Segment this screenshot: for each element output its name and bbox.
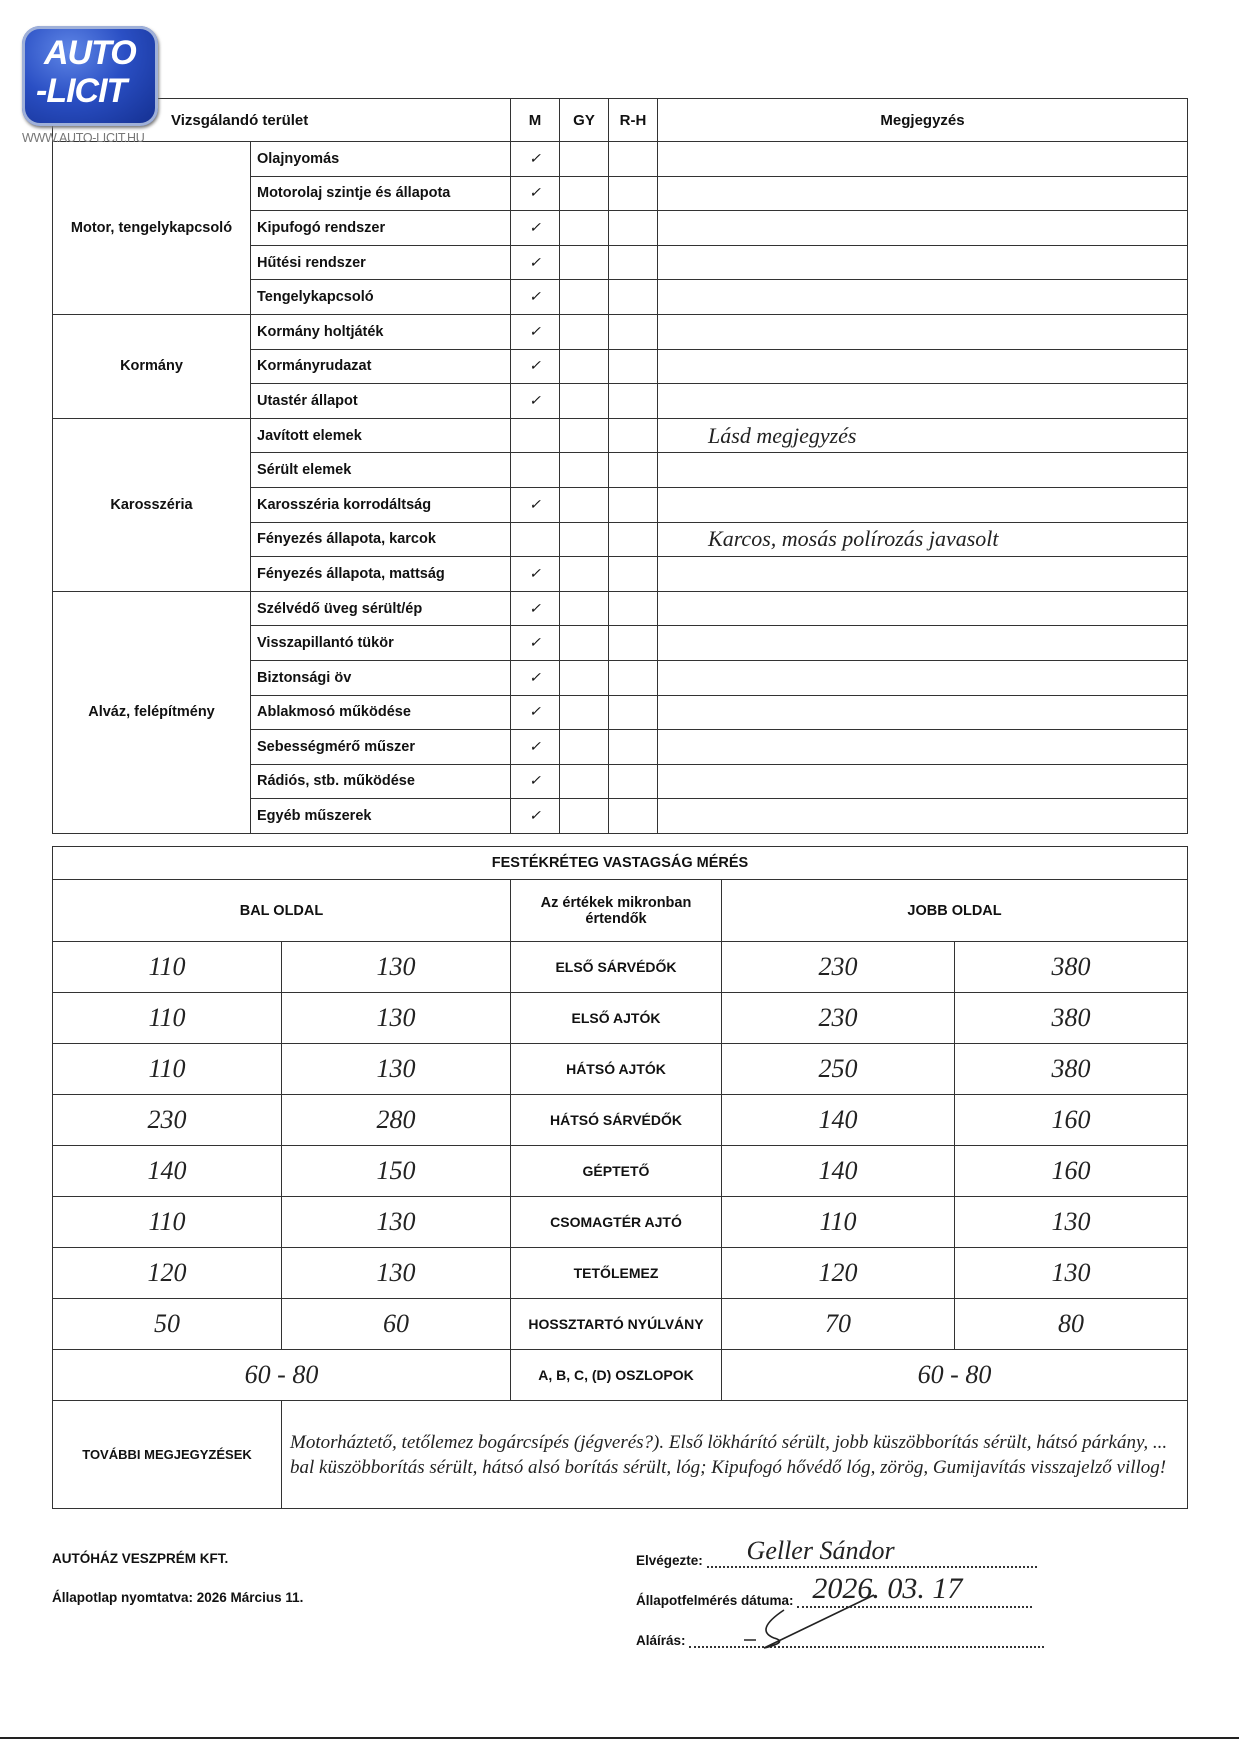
rh-check-cell[interactable] <box>609 211 658 246</box>
note-cell[interactable] <box>658 660 1188 695</box>
paint-row <box>53 993 1188 1044</box>
rh-check-cell[interactable] <box>609 453 658 488</box>
item-label: Fényezés állapota, karcok <box>251 522 511 557</box>
left-side-header: BAL OLDAL <box>53 880 511 942</box>
area-group-label: Kormány <box>53 314 251 418</box>
company-name: AUTÓHÁZ VESZPRÉM KFT. <box>52 1551 229 1566</box>
signature-mark <box>744 1590 884 1650</box>
logo-url: WWW.AUTO-LICIT.HU <box>22 131 145 145</box>
left-value-2: 130 <box>282 993 511 1044</box>
gy-check-cell[interactable] <box>560 591 609 626</box>
gy-check-cell[interactable] <box>560 799 609 834</box>
header-gy: GY <box>560 99 609 142</box>
item-label: Kormányrudazat <box>251 349 511 384</box>
item-label: Utastér állapot <box>251 384 511 419</box>
rh-check-cell[interactable] <box>609 280 658 315</box>
pillars-right-value: 60 - 80 <box>722 1350 1188 1401</box>
m-check-cell[interactable]: ✓ <box>511 591 560 626</box>
rh-check-cell[interactable] <box>609 384 658 419</box>
rh-check-cell[interactable] <box>609 626 658 661</box>
item-label: Karosszéria korrodáltság <box>251 487 511 522</box>
gy-check-cell[interactable] <box>560 453 609 488</box>
gy-check-cell[interactable] <box>560 695 609 730</box>
gy-check-cell[interactable] <box>560 730 609 765</box>
rh-check-cell[interactable] <box>609 591 658 626</box>
m-check-cell[interactable]: ✓ <box>511 799 560 834</box>
rh-check-cell[interactable] <box>609 764 658 799</box>
right-value-1: 110 <box>722 1197 955 1248</box>
m-check-cell[interactable]: ✓ <box>511 245 560 280</box>
rh-check-cell[interactable] <box>609 522 658 557</box>
m-check-cell[interactable]: ✓ <box>511 211 560 246</box>
note-cell[interactable] <box>658 314 1188 349</box>
item-label: Kipufogó rendszer <box>251 211 511 246</box>
paint-row <box>53 1197 1188 1248</box>
gy-check-cell[interactable] <box>560 384 609 419</box>
panel-label: HÁTSÓ SÁRVÉDŐK <box>511 1095 722 1146</box>
inspection-row <box>53 591 1188 626</box>
m-check-cell[interactable] <box>511 453 560 488</box>
m-check-cell[interactable]: ✓ <box>511 730 560 765</box>
inspection-row <box>53 142 1188 177</box>
left-value-2: 60 <box>282 1299 511 1350</box>
item-label: Visszapillantó tükör <box>251 626 511 661</box>
left-value-1: 140 <box>53 1146 282 1197</box>
panel-label: ELSŐ SÁRVÉDŐK <box>511 942 722 993</box>
right-value-1: 230 <box>722 993 955 1044</box>
note-cell[interactable] <box>658 730 1188 765</box>
m-check-cell[interactable]: ✓ <box>511 280 560 315</box>
note-cell[interactable] <box>658 695 1188 730</box>
area-group-label: Karosszéria <box>53 418 251 591</box>
item-label: Kormány holtjáték <box>251 314 511 349</box>
signature-label: Aláírás: <box>636 1633 686 1648</box>
gy-check-cell[interactable] <box>560 280 609 315</box>
inspection-table <box>52 98 1188 834</box>
item-label: Egyéb műszerek <box>251 799 511 834</box>
left-value-1: 110 <box>53 1044 282 1095</box>
left-value-2: 130 <box>282 1044 511 1095</box>
done-by-field <box>636 1536 1037 1568</box>
right-value-2: 380 <box>955 993 1188 1044</box>
pillars-left-value: 60 - 80 <box>53 1350 511 1401</box>
rh-check-cell[interactable] <box>609 660 658 695</box>
gy-check-cell[interactable] <box>560 557 609 592</box>
right-value-1: 120 <box>722 1248 955 1299</box>
m-check-cell[interactable]: ✓ <box>511 384 560 419</box>
note-cell[interactable] <box>658 557 1188 592</box>
right-value-2: 380 <box>955 1044 1188 1095</box>
note-cell[interactable] <box>658 384 1188 419</box>
right-side-header: JOBB OLDAL <box>722 880 1188 942</box>
m-check-cell[interactable]: ✓ <box>511 314 560 349</box>
gy-check-cell[interactable] <box>560 314 609 349</box>
item-label: Biztonsági öv <box>251 660 511 695</box>
paint-thickness-table <box>52 846 1188 1509</box>
rh-check-cell[interactable] <box>609 730 658 765</box>
note-cell[interactable] <box>658 799 1188 834</box>
paint-row <box>53 1044 1188 1095</box>
remarks-label: TOVÁBBI MEGJEGYZÉSEK <box>53 1401 282 1509</box>
note-cell[interactable] <box>658 453 1188 488</box>
right-value-2: 130 <box>955 1248 1188 1299</box>
rh-check-cell[interactable] <box>609 487 658 522</box>
panel-label: ELSŐ AJTÓK <box>511 993 722 1044</box>
gy-check-cell[interactable] <box>560 764 609 799</box>
right-value-1: 70 <box>722 1299 955 1350</box>
date-label: Állapotfelmérés dátuma: <box>636 1593 794 1608</box>
inspection-row <box>53 418 1188 453</box>
item-label: Hűtési rendszer <box>251 245 511 280</box>
m-check-cell[interactable]: ✓ <box>511 695 560 730</box>
left-value-1: 110 <box>53 942 282 993</box>
left-value-1: 230 <box>53 1095 282 1146</box>
panel-label: TETŐLEMEZ <box>511 1248 722 1299</box>
header-area: Vizsgálandó terület <box>53 99 511 142</box>
rh-check-cell[interactable] <box>609 349 658 384</box>
item-label: Szélvédő üveg sérült/ép <box>251 591 511 626</box>
remarks-text[interactable]: Motorháztető, tetőlemez bogárcsípés (jégverés?). Első lökhárító sérült, jobb küszöbborítás sérült, hátsó párkány, ... bal küszöbborítás sérült, hátsó alsó borítás sérült, lóg; Kipufogó hővédő lóg, zörög, Gumijavítás visszajelző villog! <box>282 1401 1188 1509</box>
header-notes: Megjegyzés <box>658 99 1188 142</box>
left-value-1: 110 <box>53 1197 282 1248</box>
m-check-cell[interactable]: ✓ <box>511 557 560 592</box>
item-label: Fényezés állapota, mattság <box>251 557 511 592</box>
note-cell[interactable] <box>658 211 1188 246</box>
paint-row <box>53 1248 1188 1299</box>
header-rh: R-H <box>609 99 658 142</box>
panel-label: HOSSZTARTÓ NYÚLVÁNY <box>511 1299 722 1350</box>
m-check-cell[interactable] <box>511 418 560 453</box>
rh-check-cell[interactable] <box>609 314 658 349</box>
paint-row <box>53 1146 1188 1197</box>
left-value-2: 130 <box>282 1248 511 1299</box>
m-check-cell[interactable]: ✓ <box>511 176 560 211</box>
gy-check-cell[interactable] <box>560 245 609 280</box>
area-group-label: Motor, tengelykapcsoló <box>53 142 251 315</box>
done-by-value: Geller Sándor <box>746 1536 895 1565</box>
area-group-label: Alváz, felépítmény <box>53 591 251 833</box>
pillars-label: A, B, C, (D) OSZLOPOK <box>511 1350 722 1401</box>
note-cell[interactable] <box>658 280 1188 315</box>
gy-check-cell[interactable] <box>560 626 609 661</box>
panel-label: CSOMAGTÉR AJTÓ <box>511 1197 722 1248</box>
note-cell[interactable] <box>658 245 1188 280</box>
logo-line2: -LICIT <box>36 72 127 110</box>
rh-check-cell[interactable] <box>609 418 658 453</box>
note-cell[interactable] <box>658 142 1188 177</box>
note-cell[interactable] <box>658 176 1188 211</box>
m-check-cell[interactable]: ✓ <box>511 626 560 661</box>
rh-check-cell[interactable] <box>609 557 658 592</box>
right-value-1: 230 <box>722 942 955 993</box>
left-value-2: 130 <box>282 1197 511 1248</box>
pillars-row <box>53 1350 1188 1401</box>
done-by-label: Elvégezte: <box>636 1553 703 1568</box>
note-cell[interactable] <box>658 591 1188 626</box>
item-label: Rádiós, stb. működése <box>251 764 511 799</box>
inspection-header-row <box>53 99 1188 142</box>
panel-label: HÁTSÓ AJTÓK <box>511 1044 722 1095</box>
item-label: Javított elemek <box>251 418 511 453</box>
left-value-2: 150 <box>282 1146 511 1197</box>
note-cell[interactable] <box>658 764 1188 799</box>
item-label: Motorolaj szintje és állapota <box>251 176 511 211</box>
gy-check-cell[interactable] <box>560 487 609 522</box>
gy-check-cell[interactable] <box>560 211 609 246</box>
rh-check-cell[interactable] <box>609 142 658 177</box>
paint-title: FESTÉKRÉTEG VASTAGSÁG MÉRÉS <box>53 847 1188 880</box>
item-label: Sérült elemek <box>251 453 511 488</box>
signature-field <box>636 1632 1044 1648</box>
unit-note: Az értékek mikronban értendők <box>511 880 722 942</box>
printed-date: Állapotlap nyomtatva: 2026 Március 11. <box>52 1590 304 1605</box>
right-value-1: 140 <box>722 1095 955 1146</box>
header-m: M <box>511 99 560 142</box>
note-cell[interactable]: Karcos, mosás polírozás javasolt <box>658 522 1188 557</box>
right-value-2: 80 <box>955 1299 1188 1350</box>
note-cell[interactable]: Lásd megjegyzés <box>658 418 1188 453</box>
note-cell[interactable] <box>658 349 1188 384</box>
inspection-row <box>53 314 1188 349</box>
m-check-cell[interactable] <box>511 522 560 557</box>
paint-row <box>53 1095 1188 1146</box>
remarks-row <box>53 1401 1188 1509</box>
left-value-2: 280 <box>282 1095 511 1146</box>
right-value-1: 140 <box>722 1146 955 1197</box>
gy-check-cell[interactable] <box>560 176 609 211</box>
page-bottom-rule <box>0 1737 1239 1739</box>
rh-check-cell[interactable] <box>609 176 658 211</box>
note-cell[interactable] <box>658 487 1188 522</box>
right-value-1: 250 <box>722 1044 955 1095</box>
left-value-1: 120 <box>53 1248 282 1299</box>
note-cell[interactable] <box>658 626 1188 661</box>
auto-licit-logo <box>22 26 158 126</box>
m-check-cell[interactable]: ✓ <box>511 487 560 522</box>
paint-row <box>53 1299 1188 1350</box>
item-label: Tengelykapcsoló <box>251 280 511 315</box>
item-label: Sebességmérő műszer <box>251 730 511 765</box>
right-value-2: 160 <box>955 1146 1188 1197</box>
m-check-cell[interactable]: ✓ <box>511 349 560 384</box>
left-value-1: 50 <box>53 1299 282 1350</box>
rh-check-cell[interactable] <box>609 245 658 280</box>
gy-check-cell[interactable] <box>560 660 609 695</box>
item-label: Olajnyomás <box>251 142 511 177</box>
gy-check-cell[interactable] <box>560 142 609 177</box>
right-value-2: 130 <box>955 1197 1188 1248</box>
m-check-cell[interactable]: ✓ <box>511 660 560 695</box>
paint-row <box>53 942 1188 993</box>
gy-check-cell[interactable] <box>560 349 609 384</box>
m-check-cell[interactable]: ✓ <box>511 142 560 177</box>
right-value-2: 380 <box>955 942 1188 993</box>
left-value-1: 110 <box>53 993 282 1044</box>
m-check-cell[interactable]: ✓ <box>511 764 560 799</box>
left-value-2: 130 <box>282 942 511 993</box>
rh-check-cell[interactable] <box>609 799 658 834</box>
gy-check-cell[interactable] <box>560 418 609 453</box>
right-value-2: 160 <box>955 1095 1188 1146</box>
rh-check-cell[interactable] <box>609 695 658 730</box>
panel-label: GÉPTETŐ <box>511 1146 722 1197</box>
item-label: Ablakmosó működése <box>251 695 511 730</box>
date-value: 2026. 03. 17 <box>812 1572 963 1605</box>
logo-line1: AUTO <box>44 34 136 72</box>
gy-check-cell[interactable] <box>560 522 609 557</box>
